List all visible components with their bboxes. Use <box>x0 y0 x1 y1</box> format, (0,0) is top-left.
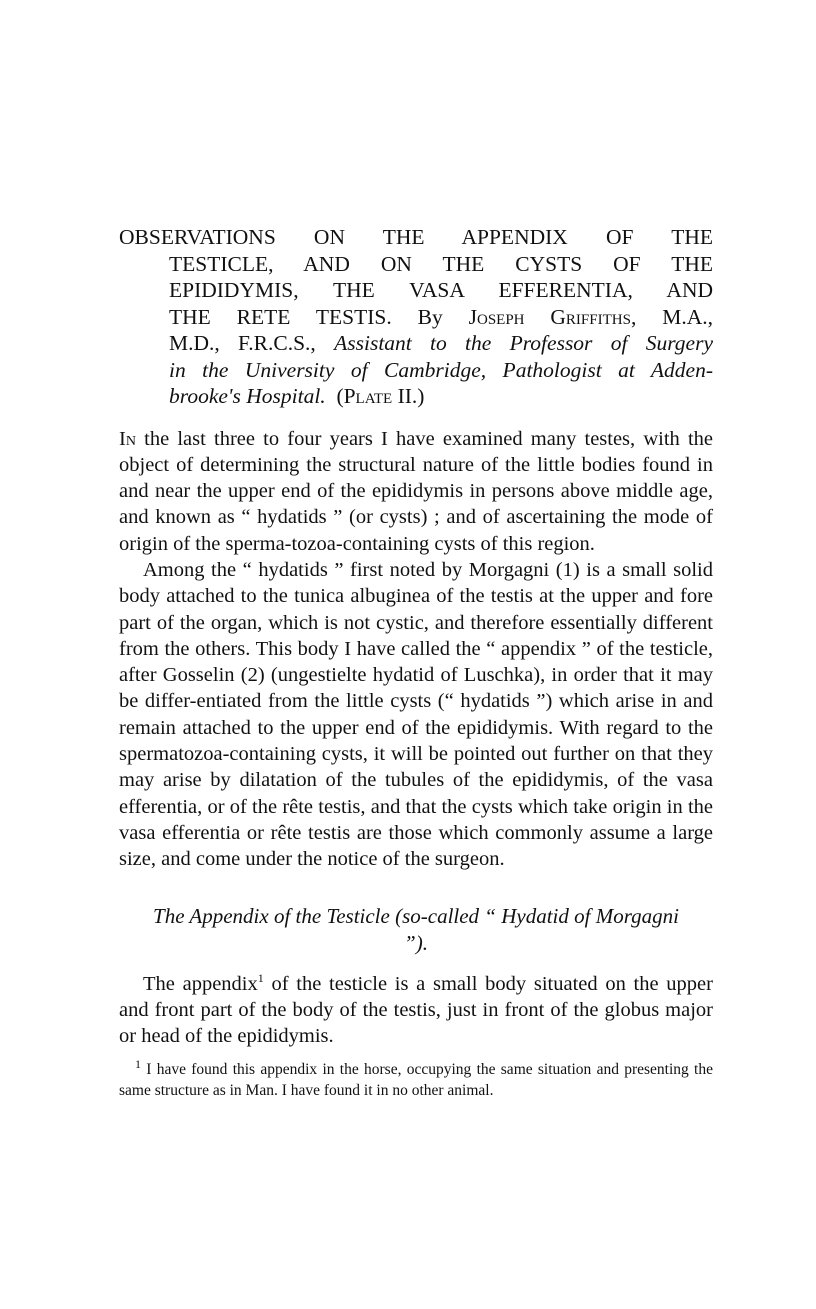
plate-reference: (Plate II.) <box>336 384 425 408</box>
title-line-2: TESTICLE, AND ON THE CYSTS OF THE <box>169 251 713 276</box>
title-line-6 <box>119 357 713 384</box>
footnote-body: I have found this appendix in the horse, occupying the same situation and presenting the same structure as in Man. I have found it in no other animal. <box>119 1061 713 1100</box>
author-affiliation: in the University of Cambridge, Pathologist at Adden- <box>169 357 713 382</box>
title-line-5 <box>119 330 713 357</box>
section-paragraph-text: of the testicle is a small body situated on the upper and front part of the body of the testis, just in front of the globus major or head of the epididymis. <box>119 972 713 1048</box>
paragraph-1 <box>119 426 713 557</box>
footnote-reference[interactable]: 1 <box>257 970 264 985</box>
author-hospital: brooke's Hospital. <box>169 384 326 408</box>
author-degrees: M.D., F.R.C.S., <box>169 331 316 355</box>
title-line-4-end: , M.A., <box>630 304 713 329</box>
paragraph-1-text: the last three to four years I have examined many testes, with the object of determining the structural nature of the little bodies found in and near the upper end of the epididymis in persons above middle age, and known as “ hydatids ” (or cysts) ; and of ascertaining the mode of origin of the sperma-tozoa-containing cysts of this region. <box>119 427 714 555</box>
footnote-marker: 1 <box>135 1057 141 1072</box>
footnote <box>119 1059 713 1101</box>
article-body <box>119 426 713 873</box>
paragraph-1-initial: In <box>119 427 136 450</box>
title-line-4 <box>119 304 713 331</box>
author-name: Joseph Griffiths <box>468 304 631 329</box>
footnote-text <box>119 1059 713 1101</box>
page <box>119 224 713 1101</box>
title-line-3: EPIDIDYMIS, THE VASA EFFERENTIA, AND <box>169 278 713 302</box>
title-line-4-start: THE RETE TESTIS. By <box>169 304 443 329</box>
author-position: Assistant to the Professor of Surgery <box>334 331 713 355</box>
article-title <box>119 224 713 410</box>
title-line-1: OBSERVATIONS ON THE APPENDIX OF THE <box>119 225 713 249</box>
section-paragraph-start: The appendix <box>143 972 258 995</box>
section-heading: The Appendix of the Testicle (so-called “ Hydatid of Morgagni ”). <box>153 903 679 955</box>
title-line-7 <box>119 383 713 410</box>
paragraph-2: Among the “ hydatids ” first noted by Morgagni (1) is a small solid body attached to the tunica albuginea of the testis at the upper and fore part of the organ, which is not cystic, and therefore essentially different from the others. This body I have called the “ appendix ” of the testicle, after Gosselin (2) (ungestielte hydatid of Luschka), in order that it may be differ-entiated from the little cysts (“ hydatids ”) which arise in and remain attached to the upper end of the epididymis. With regard to the spermatozoa-containing cysts, it will be pointed out further on that they may arise by dilatation of the tubules of the epididymis, of the vasa efferentia, or of the rête testis, and that the cysts which take origin in the vasa efferentia or rête testis are those which commonly assume a large size, and come under the notice of the surgeon. <box>119 558 713 871</box>
section-paragraph <box>119 971 713 1050</box>
